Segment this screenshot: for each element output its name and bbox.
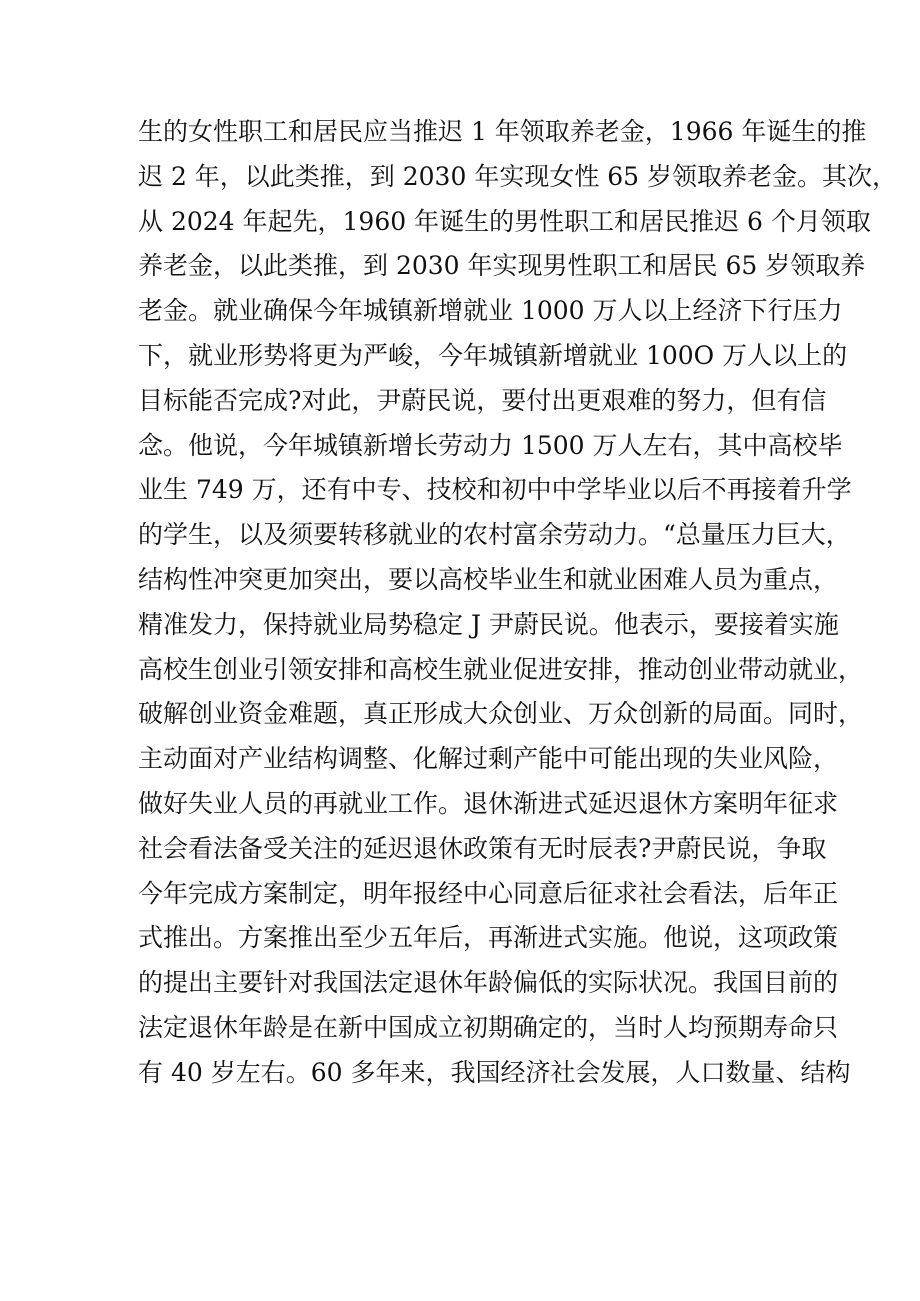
text-line: 从 2024 年起先，1960 年诞生的男性职工和居民推迟 6 个月领取 xyxy=(138,206,871,236)
text-line: 破解创业资金难题，真正形成大众创业、万众创新的局面。同时， xyxy=(138,699,864,729)
text-line: 老金。就业确保今年城镇新增就业 1000 万人以上经济下行压力 xyxy=(138,296,843,326)
text-line: 下，就业形势将更为严峻，今年城镇新增就业 100O 万人以上的 xyxy=(138,340,848,370)
text-line: 念。他说，今年城镇新增长劳动力 1500 万人左右，其中高校毕 xyxy=(138,430,843,460)
text-line: 迟 2 年，以此类推，到 2030 年实现女性 65 岁领取养老金。其次， xyxy=(138,161,898,191)
text-line: 今年完成方案制定，明年报经中心同意后征求社会看法，后年正 xyxy=(138,878,839,908)
text-line: 法定退休年龄是在新中国成立初期确定的，当时人均预期寿命只 xyxy=(138,1012,839,1042)
text-line: 结构性冲突更加突出，要以高校毕业生和就业困难人员为重点， xyxy=(138,564,839,594)
text-line: 的学生，以及须要转移就业的农村富余劳动力。“总量压力巨大， xyxy=(138,520,851,550)
text-line: 业生 749 万，还有中专、技校和初中中学毕业以后不再接着升学 xyxy=(138,475,852,505)
text-line: 高校生创业引领安排和高校生就业促进安排，推动创业带动就业， xyxy=(138,654,864,684)
text-line: 养老金，以此类推，到 2030 年实现男性职工和居民 65 岁领取养 xyxy=(138,251,866,281)
text-line: 生的女性职工和居民应当推迟 1 年领取养老金，1966 年诞生的推 xyxy=(138,117,867,146)
text-line: 有 40 岁左右。60 多年来，我国经济社会发展，人口数量、结构 xyxy=(138,1057,851,1087)
text-line: 做好失业人员的再就业工作。退休渐进式延迟退休方案明年征求 xyxy=(138,788,839,818)
text-line: 目标能否完成?对此，尹蔚民说，要付出更艰难的努力，但有信 xyxy=(138,385,827,415)
text-line: 式推出。方案推出至少五年后，再渐进式实施。他说，这项政策 xyxy=(138,923,839,953)
text-line: 社会看法备受关注的延迟退休政策有无时辰表?尹蔚民说，争取 xyxy=(138,833,827,863)
text-line: 主动面对产业结构调整、化解过剩产能中可能出现的失业风险， xyxy=(138,744,839,774)
text-line: 精准发力，保持就业局势稳定 J 尹蔚民说。他表示，要接着实施 xyxy=(138,609,839,639)
text-line: 的提出主要针对我国法定退休年龄偏低的实际状况。我国目前的 xyxy=(138,968,839,998)
body-text xyxy=(138,110,898,1096)
